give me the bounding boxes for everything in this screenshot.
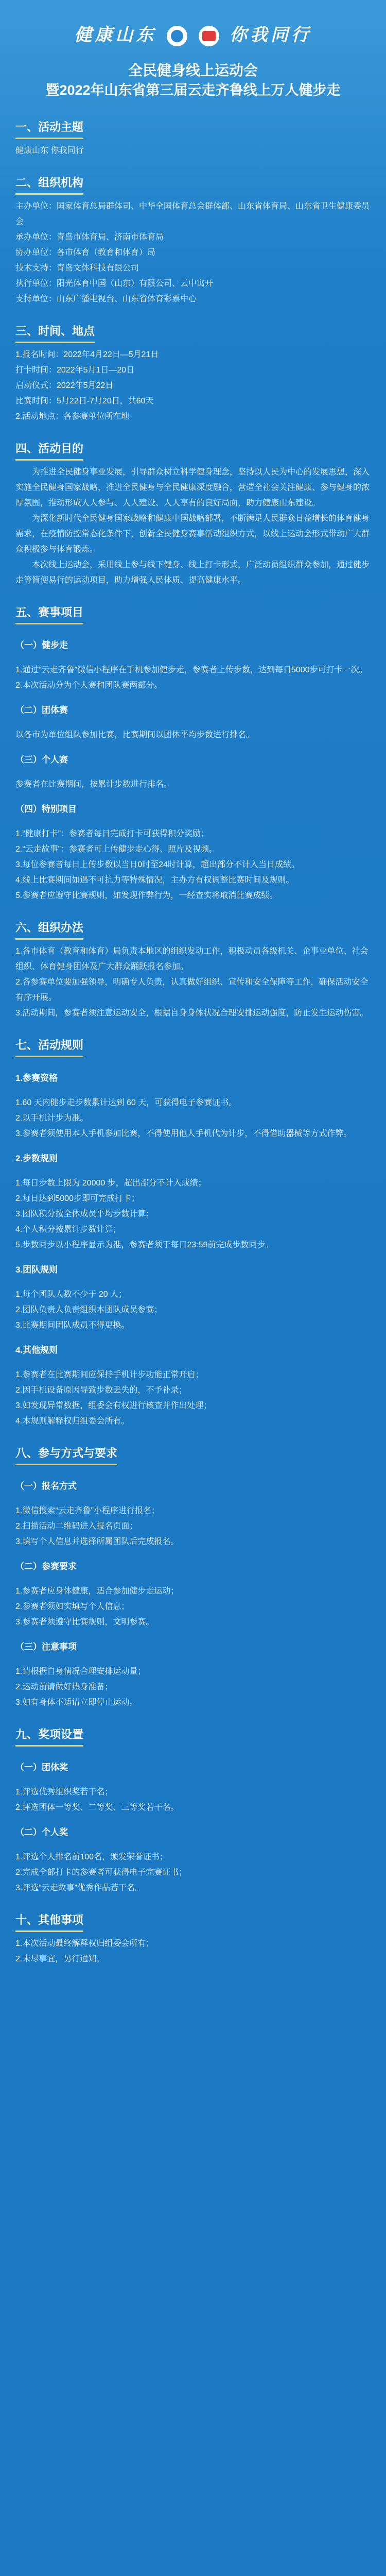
section-paragraph: 3.如有身体不适请立即停止运动。 bbox=[15, 1698, 138, 1707]
section-paragraph: 3.每位参赛者每日上传步数以当日0时至24时计算，超出部分不计入当日成绩。 bbox=[15, 860, 300, 869]
section-title: 二、组织机构 bbox=[15, 174, 83, 195]
section-paragraph: 3.如发现异常数据，组委会有权进行核查并作出处理； bbox=[15, 1401, 212, 1410]
section-7 bbox=[15, 1445, 371, 1710]
section-subheading: （三）注意事项 bbox=[15, 1642, 77, 1652]
section-paragraph: 2.因手机设备原因导致步数丢失的，不予补录； bbox=[15, 1386, 187, 1395]
section-paragraph: 1.评选优秀组织奖若干名； bbox=[15, 1788, 113, 1797]
section-paragraph: 支持单位：山东广播电视台、山东省体育彩票中心 bbox=[15, 295, 197, 303]
section-paragraph: 比赛时间：5月22日-7月20日，共60天 bbox=[15, 397, 154, 405]
section-subheading: （一）报名方式 bbox=[15, 1481, 77, 1491]
title-line-1: 全民健身线上运动会 bbox=[128, 62, 258, 78]
section-paragraph: 1.评选个人排名前100名，颁发荣誉证书； bbox=[15, 1853, 168, 1861]
section-paragraph: 承办单位：青岛市体育局、济南市体育局 bbox=[15, 233, 164, 242]
section-paragraph: 5.参赛者应遵守比赛规则，如发现作弊行为，一经查实将取消比赛成绩。 bbox=[15, 891, 278, 900]
section-paragraph: 2.每日达到5000步即可完成打卡； bbox=[15, 1194, 139, 1203]
section-paragraph: 为深化新时代全民健身国家战略和健康中国战略部署，不断满足人民群众日益增长的体育健身需求，在疫情防控常态化条件下，创新全民健身赛事活动组织方式，以线上运动会形式带动广大群众积极参与体育锻炼。 bbox=[15, 514, 370, 554]
section-title: 七、活动规则 bbox=[15, 1037, 83, 1057]
section-paragraph: 3.团队积分按全体成员平均步数计算； bbox=[15, 1210, 154, 1218]
section-paragraph: 技术支持：青岛文体科技有限公司 bbox=[15, 264, 139, 273]
section-paragraph: 2.运动前请做好热身准备； bbox=[15, 1683, 113, 1691]
section-paragraph: 1.参赛者在比赛期间应保持手机计步功能正常开启； bbox=[15, 1370, 204, 1379]
section-6 bbox=[15, 1037, 371, 1429]
section-paragraph: 2.活动地点：各参赛单位所在地 bbox=[15, 412, 130, 421]
section-3 bbox=[15, 440, 371, 588]
section-paragraph: 2.各参赛单位要加强领导，明确专人负责，认真做好组织、宣传和安全保障等工作，确保活动安全有序开展。 bbox=[15, 978, 369, 1002]
section-8 bbox=[15, 1726, 371, 1896]
section-paragraph: 协办单位：各市体育（教育和体育）局 bbox=[15, 248, 156, 257]
section-subheading: （一）团体奖 bbox=[15, 1762, 68, 1772]
section-paragraph: 2.本次活动分为个人赛和团队赛两部分。 bbox=[15, 681, 163, 690]
section-title: 十、其他事项 bbox=[15, 1911, 83, 1932]
article-body bbox=[15, 118, 371, 1982]
slogan-right: 你我同行 bbox=[229, 25, 312, 45]
section-paragraph: 1.各市体育（教育和体育）局负责本地区的组织发动工作，积极动员各级机关、企事业单位、社会组织、体育健身团体及广大群众踊跃报名参加。 bbox=[15, 947, 369, 971]
section-paragraph: 1.请根据自身情况合理安排运动量； bbox=[15, 1667, 146, 1676]
section-paragraph: 主办单位：国家体育总局群体司、中华全国体育总会群体部、山东省体育局、山东省卫生健康委员会 bbox=[15, 202, 370, 226]
section-paragraph: 2.完成全部打卡的参赛者可获得电子完赛证书； bbox=[15, 1868, 187, 1877]
section-paragraph: 3.参赛者须遵守比赛规则，文明参赛。 bbox=[15, 1618, 154, 1626]
section-subheading: 2.步数规则 bbox=[15, 1154, 58, 1163]
section-paragraph: 3.比赛期间团队成员不得更换。 bbox=[15, 1321, 130, 1330]
section-paragraph: 1.报名时间：2022年4月22日—5月21日 bbox=[15, 350, 159, 359]
section-paragraph: 1.60 天内健步走步数累计达到 60 天，可获得电子参赛证书。 bbox=[15, 1098, 237, 1107]
section-paragraph: 2.扫描活动二维码进入报名页面； bbox=[15, 1522, 138, 1531]
section-paragraph: 启动仪式：2022年5月22日 bbox=[15, 381, 114, 390]
section-subheading: 1.参赛资格 bbox=[15, 1073, 58, 1083]
section-paragraph: 3.评选“云走故事”优秀作品若干名。 bbox=[15, 1884, 144, 1892]
section-paragraph: 执行单位：阳光体育中国（山东）有限公司、云中寓开 bbox=[15, 279, 214, 288]
section-paragraph: 1.本次活动最终解释权归组委会所有； bbox=[15, 1939, 154, 1948]
section-0 bbox=[15, 118, 371, 159]
section-subheading: （二）参赛要求 bbox=[15, 1562, 77, 1571]
section-paragraph: 1.每个团队人数不少于 20 人； bbox=[15, 1290, 127, 1299]
section-4 bbox=[15, 604, 371, 904]
page-title bbox=[0, 61, 386, 100]
slogan-left: 健康山东 bbox=[74, 25, 157, 45]
section-paragraph: 4.线上比赛期间如遇不可抗力等特殊情况，主办方有权调整比赛时间及规则。 bbox=[15, 876, 294, 885]
section-paragraph: 2.以手机计步为准。 bbox=[15, 1114, 89, 1123]
section-paragraph: 打卡时间：2022年5月1日—20日 bbox=[15, 366, 135, 375]
section-paragraph: 健康山东 你我同行 bbox=[15, 146, 84, 155]
section-paragraph: 1.每日步数上限为 20000 步，超出部分不计入成绩； bbox=[15, 1179, 206, 1188]
section-paragraph: 2.团队负责人负责组织本团队成员参赛； bbox=[15, 1306, 163, 1314]
section-title: 三、时间、地点 bbox=[15, 323, 95, 343]
slogan-banner bbox=[21, 20, 365, 50]
section-title: 六、组织办法 bbox=[15, 919, 83, 940]
section-subheading: （三）个人赛 bbox=[15, 755, 68, 765]
section-paragraph: 2.评选团体一等奖、二等奖、三等奖若干名。 bbox=[15, 1803, 179, 1812]
section-title: 四、活动目的 bbox=[15, 440, 83, 461]
section-subheading: 3.团队规则 bbox=[15, 1265, 58, 1275]
section-paragraph: 2.“云走故事”：参赛者可上传健步走心得、照片及视频。 bbox=[15, 845, 218, 854]
section-paragraph: 3.填写个人信息并选择所属团队后完成报名。 bbox=[15, 1537, 179, 1546]
section-title: 八、参与方式与要求 bbox=[15, 1445, 117, 1465]
section-paragraph: 1.微信搜索“云走齐鲁”小程序进行报名； bbox=[15, 1506, 160, 1515]
section-paragraph: 1.参赛者应身体健康，适合参加健步走运动； bbox=[15, 1587, 179, 1596]
sport-logo-icon bbox=[199, 26, 219, 46]
section-5 bbox=[15, 919, 371, 1021]
section-paragraph: 4.本规则解释权归组委会所有。 bbox=[15, 1417, 130, 1426]
health-logo-icon bbox=[167, 26, 187, 46]
section-paragraph: 参赛者在比赛期间，按累计步数进行排名。 bbox=[15, 780, 172, 789]
section-subheading: （一）健步走 bbox=[15, 640, 68, 650]
section-subheading: （二）个人奖 bbox=[15, 1827, 68, 1837]
section-paragraph: 为推进全民健身事业发展，引导群众树立科学健身理念，坚持以人民为中心的发展思想，深入实施全民健身国家战略，推进全民健身与全民健康深度融合，营造全社会关注健康、参与健身的浓厚氛围，推动形成人人参与、人人建设、人人享有的良好局面，助力健康山东建设。 bbox=[15, 468, 370, 507]
section-title: 九、奖项设置 bbox=[15, 1726, 83, 1747]
section-1 bbox=[15, 174, 371, 307]
section-subheading: 4.其他规则 bbox=[15, 1345, 58, 1355]
section-paragraph: 本次线上运动会，采用线上参与线下健身、线上打卡形式，广泛动员组织群众参加，通过健步走等简便易行的运动项目，助力增强人民体质、提高健康水平。 bbox=[15, 561, 370, 585]
section-paragraph: 以各市为单位组队参加比赛，比赛期间以团体平均步数进行排名。 bbox=[15, 731, 255, 739]
section-paragraph: 3.活动期间，参赛者须注意运动安全，根据自身身体状况合理安排运动强度，防止发生运动伤害。 bbox=[15, 1009, 369, 1018]
title-line-2: 暨2022年山东省第三届云走齐鲁线上万人健步走 bbox=[45, 82, 341, 98]
section-subheading: （四）特别项目 bbox=[15, 804, 77, 814]
section-paragraph: 4.个人积分按累计步数计算； bbox=[15, 1225, 121, 1234]
section-paragraph: 1.通过“云走齐鲁”微信小程序在手机参加健步走，参赛者上传步数，达到每日5000步可打卡一次。 bbox=[15, 666, 367, 674]
section-subheading: （二）团体赛 bbox=[15, 705, 68, 715]
section-2 bbox=[15, 323, 371, 425]
section-title: 一、活动主题 bbox=[15, 118, 83, 139]
section-paragraph: 2.参赛者须如实填写个人信息； bbox=[15, 1602, 130, 1611]
section-paragraph: 5.步数同步以小程序显示为准，参赛者须于每日23:59前完成步数同步。 bbox=[15, 1241, 274, 1249]
section-paragraph: 1.“健康打卡”：参赛者每日完成打卡可获得积分奖励； bbox=[15, 829, 209, 838]
section-9 bbox=[15, 1911, 371, 1967]
section-title: 五、赛事项目 bbox=[15, 604, 83, 624]
section-paragraph: 3.参赛者须使用本人手机参加比赛，不得使用他人手机代为计步，不得借助器械等方式作弊。 bbox=[15, 1129, 352, 1138]
section-paragraph: 2.未尽事宜，另行通知。 bbox=[15, 1955, 105, 1963]
